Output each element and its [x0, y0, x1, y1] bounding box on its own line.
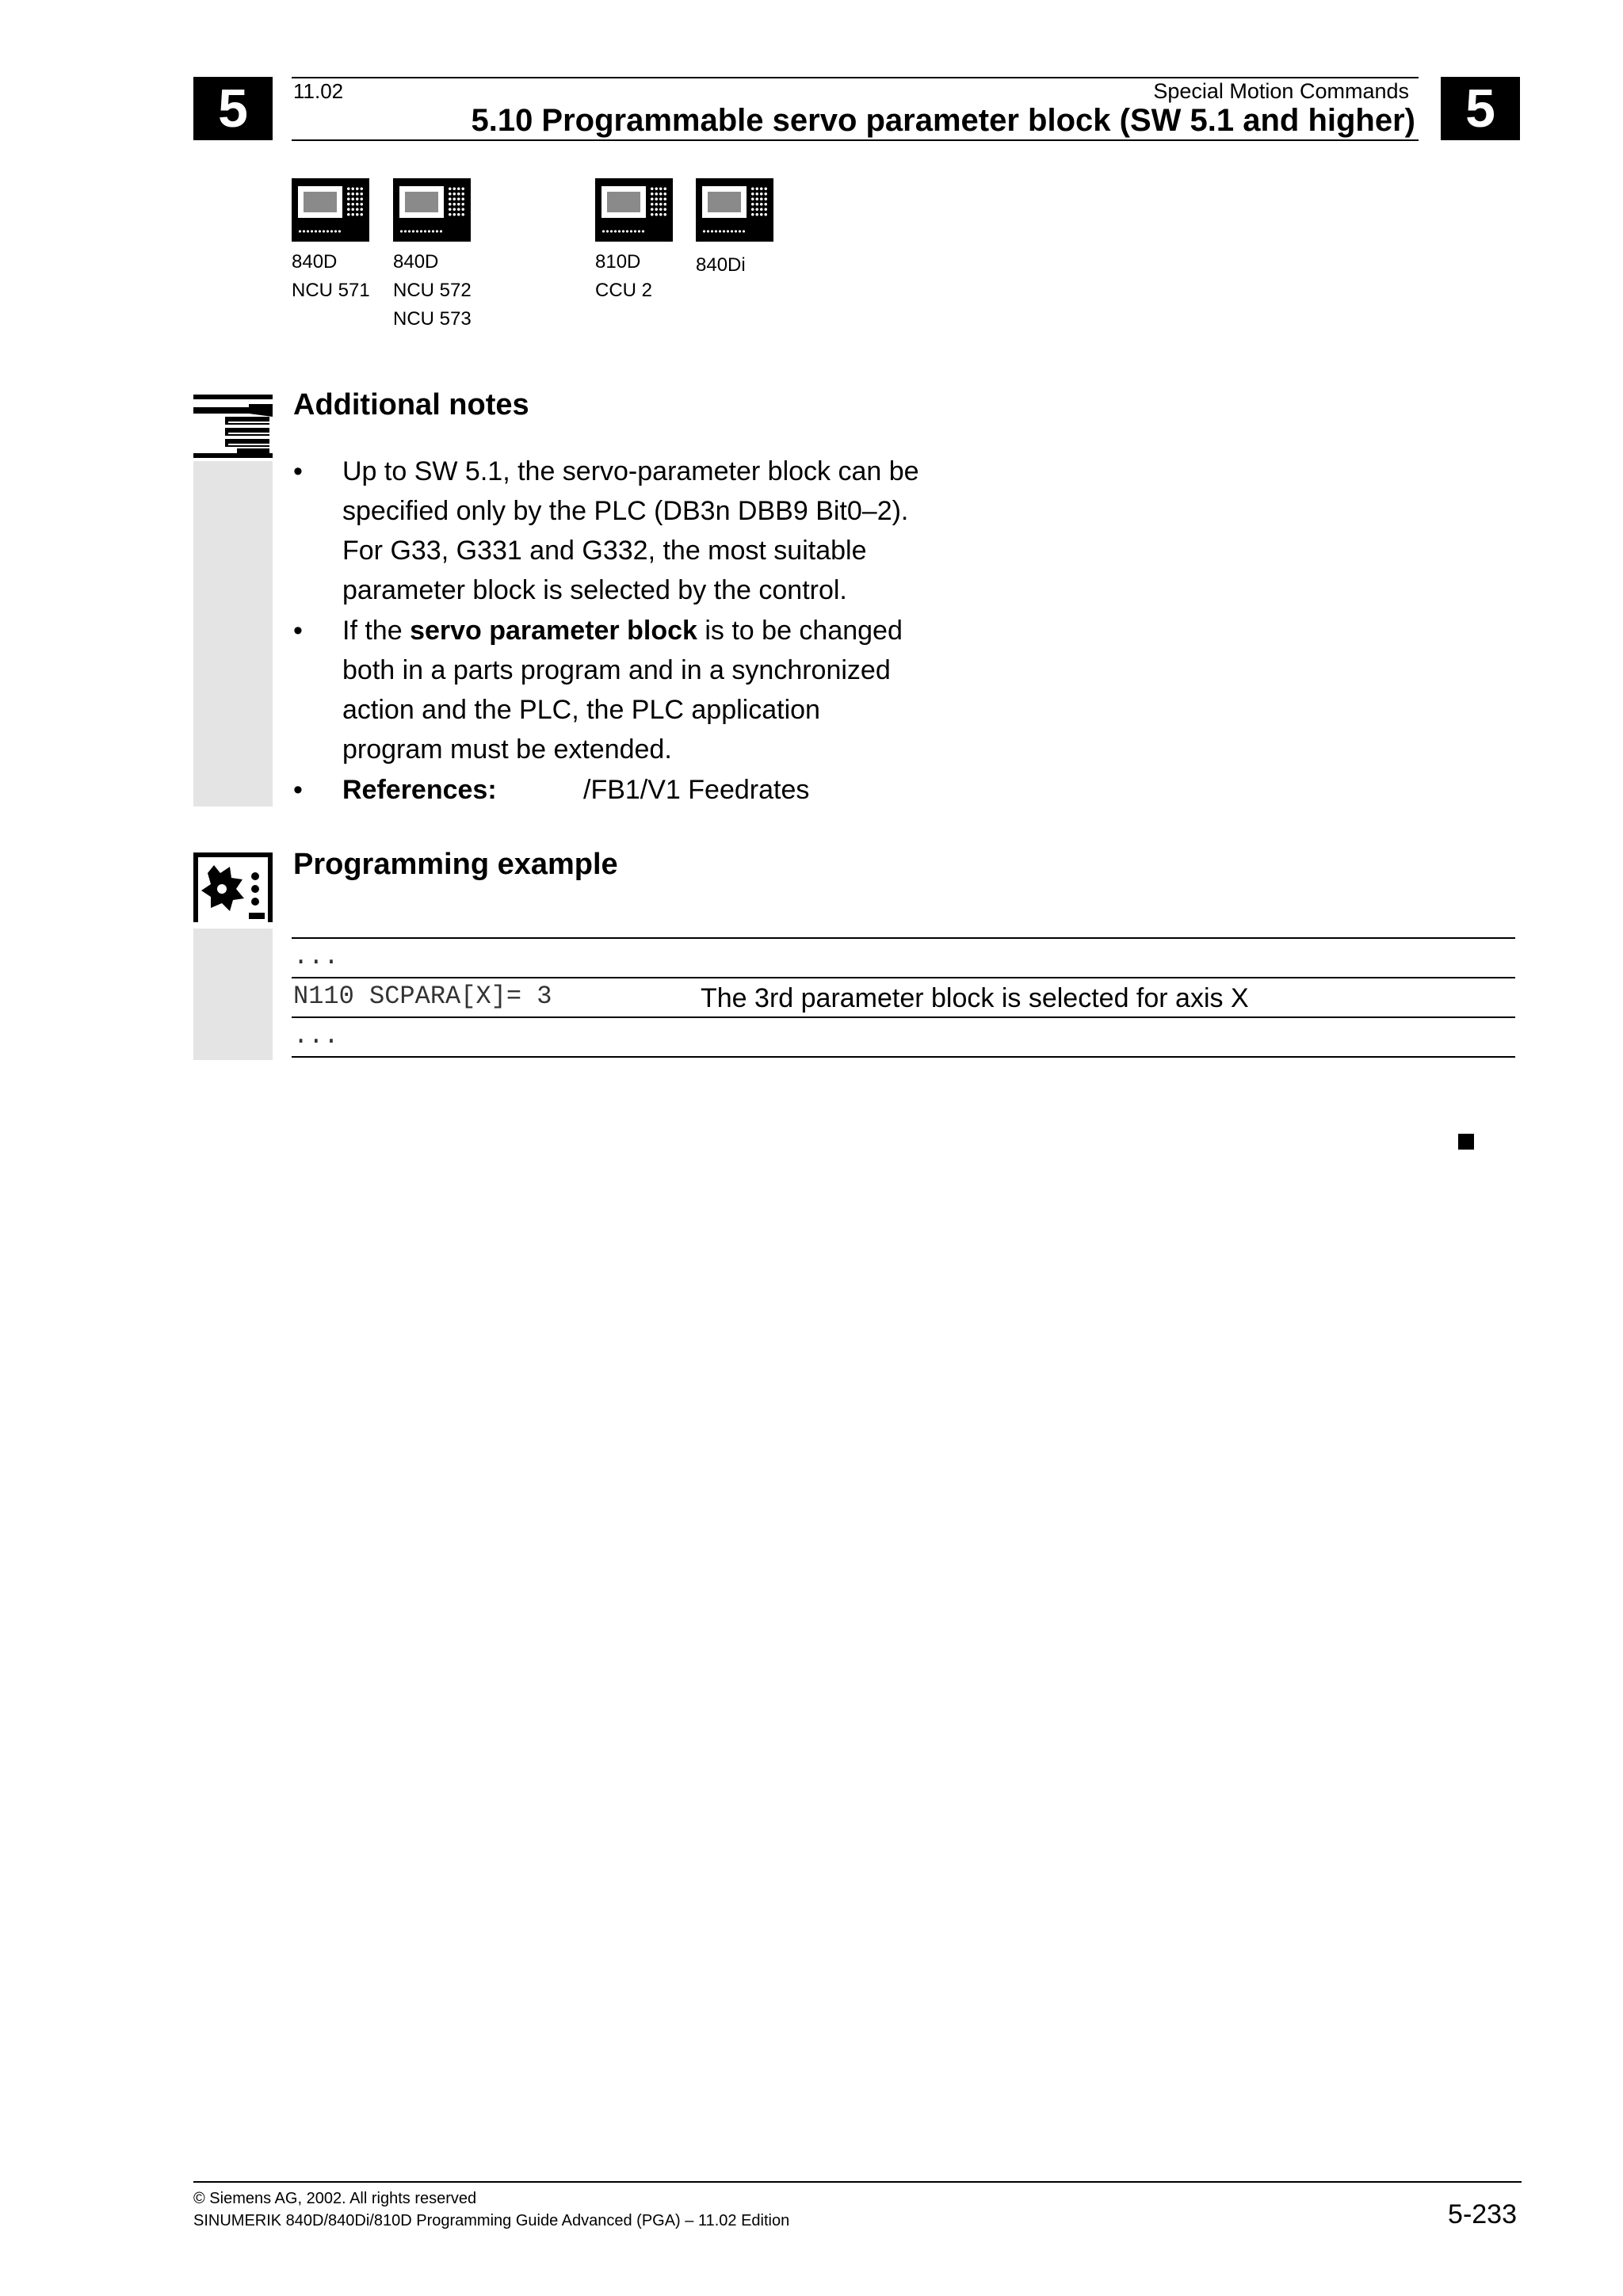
- notes-list: [293, 452, 1006, 810]
- control-panel-icon: [595, 178, 673, 242]
- table-row: [292, 977, 1515, 1016]
- footer-rule: [193, 2181, 1522, 2183]
- chapter-tab-left: 5: [193, 77, 273, 140]
- header-date: 11.02: [293, 79, 344, 103]
- notes-heading: Additional notes: [293, 388, 529, 421]
- bullet-dot: •: [293, 616, 303, 646]
- control-panel-icon: [292, 178, 369, 242]
- control-810d-ccu2: [595, 178, 673, 305]
- table-row: [292, 1016, 1515, 1058]
- page-number: 5-233: [1448, 2199, 1517, 2229]
- footer-manual-title: SINUMERIK 840D/840Di/810D Programming Guide Advanced (PGA) – 11.02 Edition: [193, 2212, 790, 2229]
- references-value: /FB1/V1 Feedrates: [583, 775, 810, 805]
- header-chapter-title: Special Motion Commands: [1153, 79, 1409, 103]
- programming-example-icon: [193, 852, 273, 922]
- example-heading: Programming example: [293, 848, 618, 881]
- list-item-references: [293, 770, 1006, 810]
- control-840d-ncu571: [292, 178, 369, 305]
- list-item: • If the servo parameter block is to be changed both in a parts program and in a synchronized action and the PLC, the PLC application program must be extended.: [293, 611, 1006, 769]
- section-title: 5.10 Programmable servo parameter block (SW 5.1 and higher): [471, 103, 1415, 138]
- references-label: References:: [342, 775, 497, 805]
- example-margin-bar: [193, 929, 273, 1060]
- control-label: 840D NCU 572 NCU 573: [393, 251, 472, 330]
- comment-cell: The 3rd parameter block is selected for axis X: [701, 983, 1249, 1013]
- code-table: [292, 937, 1515, 1058]
- control-840di: [696, 178, 773, 280]
- control-panel-icon: [696, 178, 773, 242]
- control-label: 840Di: [696, 254, 746, 276]
- footer-copyright: © Siemens AG, 2002. All rights reserved: [193, 2190, 477, 2207]
- header-rule-bottom: [292, 139, 1419, 141]
- code-cell: N110 SCPARA[X]= 3: [293, 982, 552, 1011]
- code-cell: ...: [293, 1021, 339, 1051]
- control-label: 840D NCU 571: [292, 251, 370, 301]
- chapter-tab-right: 5: [1441, 77, 1520, 140]
- table-row: [292, 937, 1515, 977]
- bullet-dot: •: [293, 775, 303, 805]
- code-cell: ...: [293, 942, 339, 971]
- notes-margin-bar: [193, 461, 273, 807]
- control-panel-icon: [393, 178, 471, 242]
- pointing-hand-icon: [193, 393, 273, 460]
- list-item: • Up to SW 5.1, the servo-parameter block can be specified only by the PLC (DB3n DBB9 Bit0–2). For G33, G331 and G332, the most suitable parameter block is selected by the control.: [293, 452, 1006, 610]
- control-label: 810D CCU 2: [595, 251, 653, 301]
- end-of-section-mark: [1458, 1134, 1474, 1150]
- header-rule-top: [292, 77, 1419, 78]
- control-840d-ncu572: [393, 178, 471, 334]
- bullet-dot: •: [293, 456, 303, 486]
